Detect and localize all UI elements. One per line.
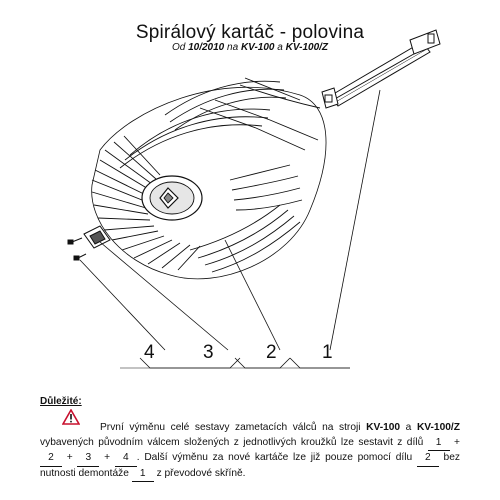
part-ref-3: 3 [77,451,99,467]
note-text: První výměnu celé sestavy zametacích válců na stroji KV-100 a KV-100/Z vybavených původním válcem složených z jednotlivých kroužků lze sestavit z dílů 1 + 2 + 3 + 4 . Další výměnu za nové kartáče lze již pouze pomocí dílu 2 bez nutnosti demontáže 1 z převodové skříně. [40,421,460,482]
callout-1: 1 [322,342,333,363]
callout-3: 3 [203,342,214,363]
spiral-brush-part [92,78,326,279]
page-subtitle: Od 10/2010 na KV-100 a KV-100/Z [171,42,329,53]
screws-part [68,238,86,260]
callout-4: 4 [144,342,155,363]
part-ref-5: 2 [417,451,439,467]
part-ref-1: 1 [428,436,450,452]
part-ref-6: 1 [132,467,154,483]
page-title: Spirálový kartáč - polovina [135,22,365,43]
callout-2: 2 [266,342,277,363]
part-ref-4: 4 [115,451,137,467]
shaft-part [322,30,440,108]
flange-plate-part [84,226,110,248]
leader-lines [80,90,380,368]
note-heading: Důležité: [40,396,82,407]
part-ref-2: 2 [40,451,62,467]
